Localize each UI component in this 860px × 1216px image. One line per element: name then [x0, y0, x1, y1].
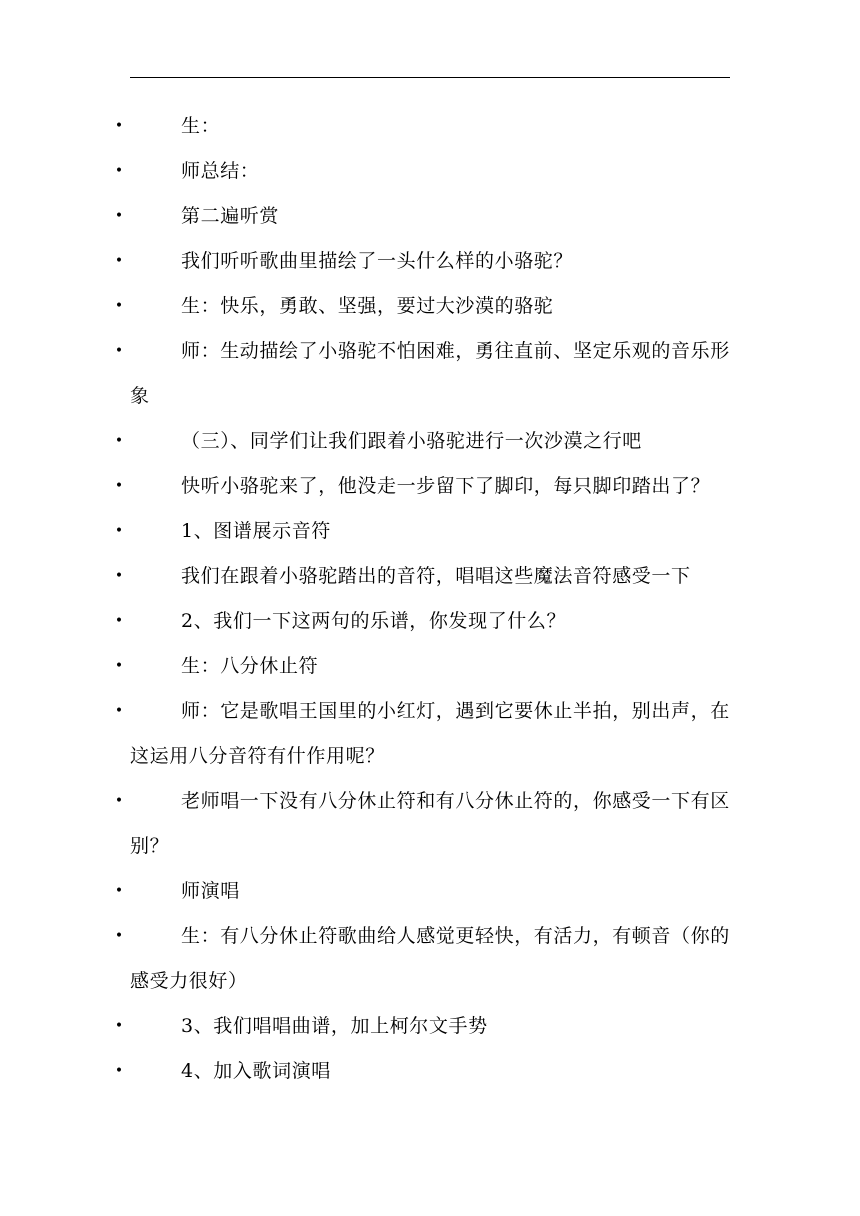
header-rule	[130, 77, 730, 78]
paragraph-text: 生：八分休止符	[181, 655, 319, 677]
list-item	[0, 149, 730, 194]
list-item	[0, 329, 730, 419]
paragraph-text: 我们听听歌曲里描绘了一头什么样的小骆驼？	[181, 250, 574, 272]
list-item	[0, 644, 730, 689]
list-item	[0, 779, 730, 869]
bullet-icon: •	[114, 613, 124, 629]
paragraph-text: 师总结：	[181, 160, 260, 182]
paragraph-text: 师演唱	[181, 880, 240, 902]
list-item	[0, 599, 730, 644]
bullet-icon: •	[114, 118, 124, 134]
bullet-icon: •	[114, 793, 124, 809]
list-item	[0, 554, 730, 599]
paragraph-text: 我们在跟着小骆驼踏出的音符，唱唱这些魔法音符感受一下	[181, 565, 691, 587]
bullet-icon: •	[114, 883, 124, 899]
list-item	[0, 239, 730, 284]
list-item	[0, 1004, 730, 1049]
paragraph-text: 4、加入歌词演唱	[181, 1060, 331, 1082]
bullet-icon: •	[114, 208, 124, 224]
bullet-icon: •	[114, 703, 124, 719]
paragraph-text: 1、图谱展示音符	[181, 520, 331, 542]
paragraph-text: 老师唱一下没有八分休止符和有八分休止符的，你感受一下有区别？	[130, 790, 730, 857]
bullet-icon: •	[114, 523, 124, 539]
bullet-icon: •	[114, 253, 124, 269]
paragraph-text: 生：快乐，勇敢、坚强，要过大沙漠的骆驼	[181, 295, 554, 317]
paragraph-text: 生：	[181, 115, 221, 137]
paragraph-text: 2、我们一下这两句的乐谱，你发现了什么？	[181, 610, 567, 632]
bullet-icon: •	[114, 163, 124, 179]
bullet-icon: •	[114, 1063, 124, 1079]
bullet-icon: •	[114, 478, 124, 494]
bullet-icon: •	[114, 1018, 124, 1034]
paragraph-text: 3、我们唱唱曲谱，加上柯尔文手势	[181, 1015, 488, 1037]
list-item	[0, 419, 730, 464]
list-item	[0, 509, 730, 554]
list-item	[0, 284, 730, 329]
paragraph-text: 生：有八分休止符歌曲给人感觉更轻快，有活力，有顿音（你的感受力很好）	[130, 925, 730, 992]
bullet-icon: •	[114, 658, 124, 674]
paragraph-text: 第二遍听赏	[181, 205, 280, 227]
paragraph-text: 师：它是歌唱王国里的小红灯，遇到它要休止半拍，别出声，在这运用八分音符有什作用呢？	[130, 700, 730, 767]
list-item	[0, 194, 730, 239]
paragraph-text: 快听小骆驼来了，他没走一步留下了脚印，每只脚印踏出了？	[181, 475, 711, 497]
list-item	[0, 914, 730, 1004]
list-item	[0, 1049, 730, 1094]
list-item	[0, 689, 730, 779]
document-body	[0, 104, 860, 1094]
bullet-icon: •	[114, 343, 124, 359]
list-item	[0, 464, 730, 509]
bullet-icon: •	[114, 568, 124, 584]
bullet-icon: •	[114, 433, 124, 449]
paragraph-text: 师：生动描绘了小骆驼不怕困难，勇往直前、坚定乐观的音乐形象	[130, 340, 730, 407]
bullet-icon: •	[114, 298, 124, 314]
paragraph-text: （三）、同学们让我们跟着小骆驼进行一次沙漠之行吧	[181, 430, 642, 452]
list-item	[0, 869, 730, 914]
bullet-icon: •	[114, 928, 124, 944]
list-item	[0, 104, 730, 149]
